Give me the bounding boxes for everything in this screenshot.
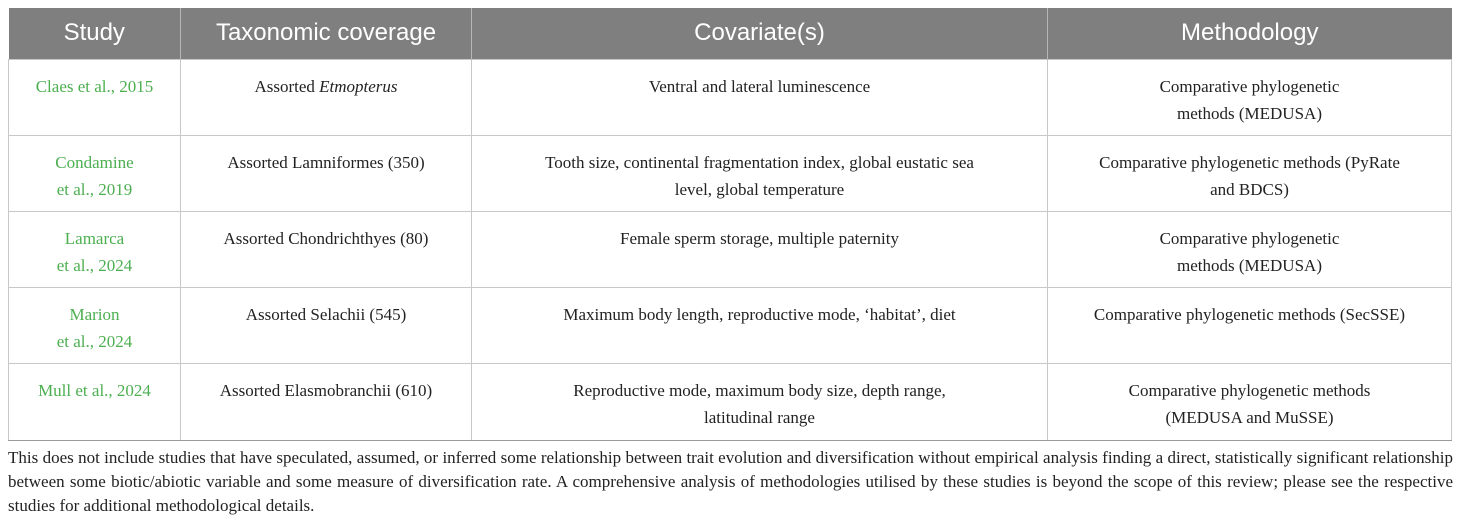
study-link[interactable]	[9, 59, 181, 135]
taxonomic-coverage-cell	[181, 135, 472, 211]
study-link[interactable]	[9, 135, 181, 211]
methodology-text-line: methods (MEDUSA)	[1177, 255, 1322, 275]
methodology-text-line: Comparative phylogenetic methods (PyRate	[1099, 152, 1400, 172]
table-row	[9, 135, 1452, 211]
taxon-text: Assorted Chondrichthyes (80)	[223, 228, 429, 248]
study-text-line: Mull et al., 2024	[38, 380, 151, 400]
taxon-italic-text: Etmopterus	[319, 76, 398, 96]
taxon-text: Assorted Elasmobranchii (610)	[219, 380, 433, 400]
covariates-text-line: Ventral and lateral luminescence	[648, 76, 871, 96]
table-header-row	[9, 8, 1452, 59]
study-link[interactable]	[9, 363, 181, 440]
methodology-cell	[1048, 287, 1452, 363]
methodology-text-line: Comparative phylogenetic	[1159, 76, 1340, 96]
study-text-line: et al., 2024	[56, 331, 133, 351]
study-text-line: Claes et al., 2015	[35, 76, 154, 96]
table-row	[9, 287, 1452, 363]
study-link[interactable]	[9, 211, 181, 287]
study-text-line: Lamarca	[64, 228, 125, 248]
covariates-cell	[472, 363, 1048, 440]
header-taxonomic-coverage: Taxonomic coverage	[181, 8, 472, 59]
study-text-line: Condamine	[55, 152, 134, 172]
covariates-text-line: Tooth size, continental fragmentation index, global eustatic sea	[545, 152, 974, 172]
table-row	[9, 363, 1452, 440]
covariates-cell	[472, 135, 1048, 211]
methodology-text-line: methods (MEDUSA)	[1177, 103, 1322, 123]
taxonomic-coverage-cell	[181, 287, 472, 363]
methodology-text-line: (MEDUSA and MuSSE)	[1165, 407, 1334, 427]
covariates-text-line: Reproductive mode, maximum body size, depth range,	[573, 380, 946, 400]
methodology-text-line: Comparative phylogenetic methods	[1128, 380, 1371, 400]
study-text-line: et al., 2019	[56, 179, 133, 199]
table-row	[9, 59, 1452, 135]
table-footnote: This does not include studies that have speculated, assumed, or inferred some relationship between trait evolution and diversification without empirical analysis finding a direct, statistically significant relationship between some biotic/abiotic variable and some measure of diversification rate. A comprehensive analysis of methodologies utilised by these studies is beyond the scope of this review; please see the respective studies for additional methodological details.	[8, 448, 1453, 515]
taxon-text: Assorted	[254, 76, 320, 96]
study-link[interactable]	[9, 287, 181, 363]
methodology-text-line: Comparative phylogenetic	[1159, 228, 1340, 248]
covariates-text-line: Female sperm storage, multiple paternity	[619, 228, 899, 248]
table-row	[9, 211, 1452, 287]
taxonomic-coverage-cell	[181, 59, 472, 135]
methodology-cell	[1048, 59, 1452, 135]
study-text-line: Marion	[69, 304, 120, 324]
header-methodology: Methodology	[1048, 8, 1452, 59]
covariates-text-line: Maximum body length, reproductive mode, ‘habitat’, diet	[563, 304, 956, 324]
methodology-text-line: and BDCS)	[1210, 179, 1289, 199]
covariates-text-line: latitudinal range	[704, 407, 815, 427]
taxonomic-coverage-cell	[181, 211, 472, 287]
methodology-cell	[1048, 363, 1452, 440]
taxonomic-coverage-cell	[181, 363, 472, 440]
studies-table	[8, 8, 1452, 441]
header-study: Study	[9, 8, 181, 59]
covariates-cell	[472, 287, 1048, 363]
methodology-cell	[1048, 135, 1452, 211]
study-text-line: et al., 2024	[56, 255, 133, 275]
covariates-cell	[472, 211, 1048, 287]
methodology-cell	[1048, 211, 1452, 287]
header-covariates: Covariate(s)	[472, 8, 1048, 59]
covariates-cell	[472, 59, 1048, 135]
covariates-text-line: level, global temperature	[674, 179, 845, 199]
methodology-text-line: Comparative phylogenetic methods (SecSSE)	[1093, 304, 1406, 324]
taxon-text: Assorted Selachii (545)	[245, 304, 407, 324]
taxon-text: Assorted Lamniformes (350)	[227, 152, 425, 172]
